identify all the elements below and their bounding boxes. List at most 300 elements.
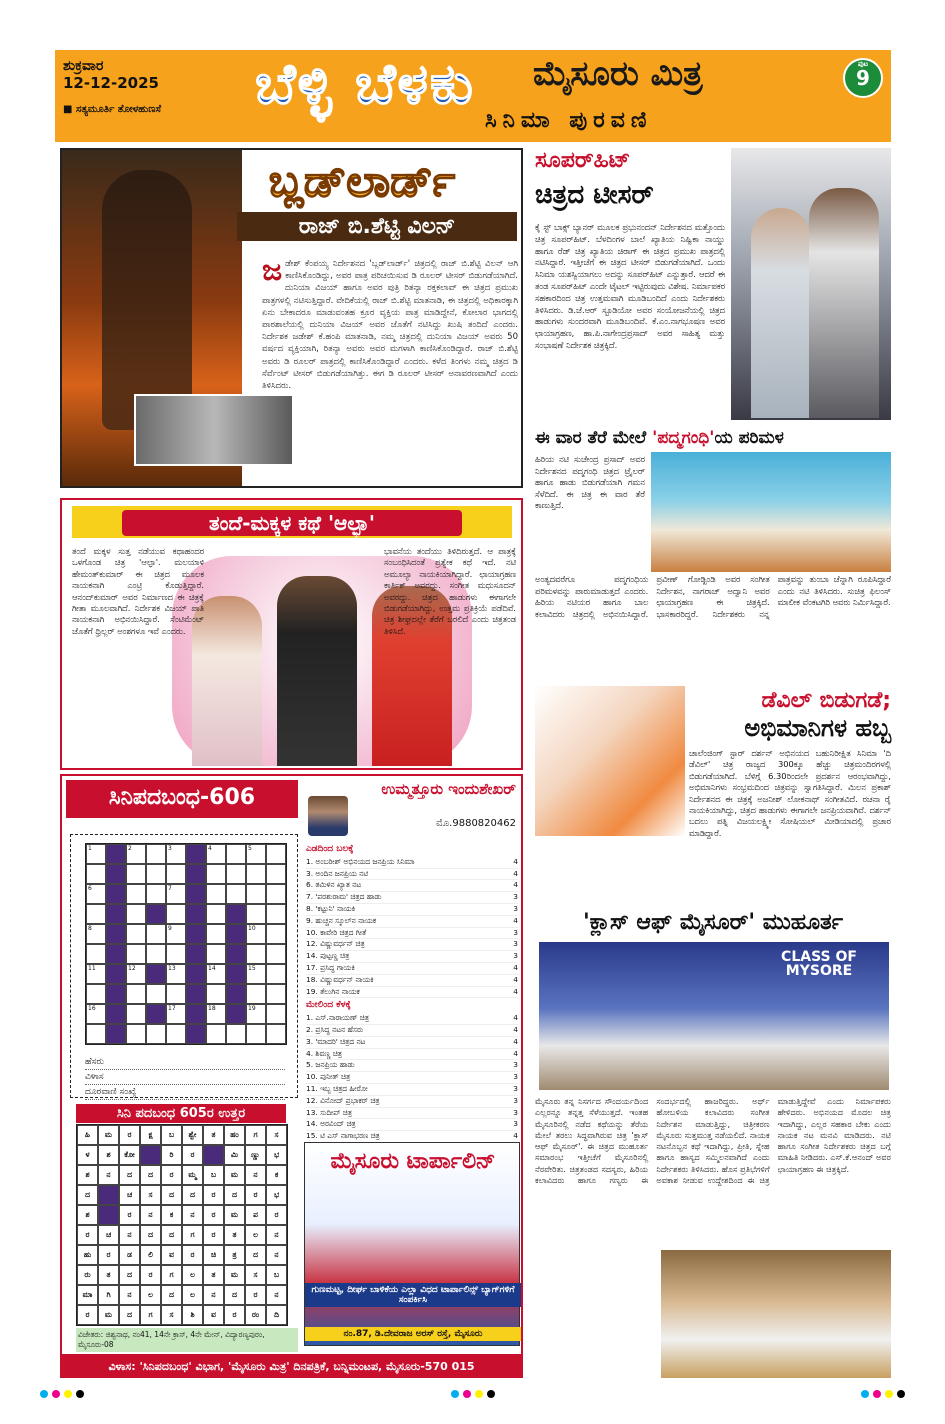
newspaper-page — [55, 50, 891, 1378]
answer-cell: ಭ — [266, 1145, 287, 1165]
actress-figure — [751, 208, 811, 418]
clue-length: 3 — [513, 951, 518, 961]
bloodlord-article — [60, 148, 523, 488]
answer-cell: ಸ — [140, 1185, 161, 1205]
crossword-cell[interactable] — [126, 864, 146, 884]
black-dot — [897, 1390, 905, 1398]
clue-text: 6. ತಮಿಳಿನ ಖ್ಯಾತ ನಟ — [306, 880, 362, 890]
answer-block-cell — [203, 1145, 224, 1165]
crossword-cell[interactable] — [166, 864, 186, 884]
clue-row — [306, 1108, 518, 1120]
answer-cell: ಬ — [266, 1265, 287, 1285]
day-label: ಶುಕ್ರವಾರ — [63, 58, 104, 74]
crossword-block-cell — [106, 944, 126, 964]
crossword-cell[interactable] — [266, 924, 286, 944]
clue-text: 17. ಪ್ರಸಿದ್ಧ ಗಾಯಕಿ — [306, 962, 355, 972]
bloodlord-body — [262, 253, 518, 392]
crossword-cell[interactable]: 13 — [166, 964, 186, 984]
answer-cell: ಸ — [161, 1305, 182, 1325]
crossword-cell[interactable] — [226, 1024, 246, 1044]
crossword-cell[interactable] — [206, 984, 226, 1004]
answer-cell: ದ — [245, 1245, 266, 1265]
crossword-cell[interactable] — [266, 1024, 286, 1044]
answer-cell: ರ — [182, 1145, 203, 1165]
clue-text: 18. ವಿಷ್ಣುವರ್ಧನ್ ನಾಯಕಿ — [306, 974, 374, 984]
clue-length: 3 — [513, 927, 518, 937]
supplement-title: ಬೆಳ್ಳಿ ಬೆಳಕು — [255, 52, 475, 117]
crossword-cell[interactable] — [126, 924, 146, 944]
alpha-body-left: ತಂದೆ ಮಕ್ಕಳ ಸುತ್ತ ನಡೆಯುವ ಕಥಾಹಂದರ ಒಳಗೊಂಡ ಚಿತ್ರ 'ಆಲ್ಫಾ'. ಮಲಯಾಳಿ ಹೇಮಂತ್‌ಕುಮಾರ್ ಈ ಚಿತ್ರದ ಮೂಲಕ ನಾಯಕನಾಗಿ ಎಂಟ್ರಿ ಕೊಡುತ್ತಿದ್ದಾರೆ. ಆನಂದ್‌ಕುಮಾರ್ ಅವರ ನಿರ್ಮಾಣದ ಈ ಚಿತ್ರಕ್ಕೆ ಗೀತಾ ಮೂಲವಾಗಿದೆ. ನಿರ್ದೇಶಕ ವಿಜಯ್ ಪಾತಿ ನಾಯಕನಾಗಿ ಅಭಿನಯಿಸಿದ್ದಾರೆ. ಸೆಂಟಿಮೆಂಟ್ ಜೊತೆಗೆ ಥ್ರಿಲ್ಲರ್ ಅಂಶಗಳೂ ಇವೆ ಎಂದರು. — [72, 546, 204, 636]
crossword-cell[interactable] — [266, 864, 286, 884]
crossword-section — [60, 774, 523, 1356]
crossword-block-cell — [226, 904, 246, 924]
answer-cell: ನ — [98, 1165, 119, 1185]
answer-cell: ಡ — [119, 1245, 140, 1265]
crossword-block-cell — [186, 944, 206, 964]
crossword-cell[interactable] — [86, 984, 106, 1004]
page-number-badge — [843, 58, 883, 98]
answer-cell: ರ — [203, 1185, 224, 1205]
alpha-article — [60, 498, 523, 770]
answer-cell: ತ — [224, 1225, 245, 1245]
answer-cell: ಲಿ — [140, 1245, 161, 1265]
color-marks-left — [40, 1390, 84, 1400]
clue-text: 5. ಜನಪ್ರಿಯ ಹಾಡು — [306, 1060, 355, 1070]
crossword-cell[interactable] — [246, 944, 266, 964]
tarpaulin-advertisement[interactable] — [304, 1142, 520, 1346]
crossword-cell[interactable] — [126, 884, 146, 904]
devil-subheadline: ಅಭಿಮಾನಿಗಳ ಹಬ್ಬ — [744, 714, 891, 742]
answer-cell: ನ — [266, 1285, 287, 1305]
ad-title: ಮೈಸೂರು ಟಾರ್ಪಾಲಿನ್ — [330, 1149, 496, 1174]
answer-cell: ನ — [140, 1205, 161, 1225]
clue-row — [306, 857, 518, 869]
crossword-cell[interactable]: 15 — [246, 964, 266, 984]
crossword-cell[interactable]: 18 — [206, 1004, 226, 1024]
crossword-cell[interactable] — [146, 984, 166, 1004]
answer-cell: ಲ — [140, 1285, 161, 1305]
crossword-cell[interactable] — [246, 884, 266, 904]
answer-cell: ದ — [224, 1185, 245, 1205]
answer-cell: ಮಾ — [77, 1285, 98, 1305]
padmagandhi-headline-highlight: 'ಪದ್ಮಗಂಧಿ' — [652, 428, 715, 448]
magenta-dot — [463, 1390, 471, 1398]
crossword-cell[interactable]: 7 — [166, 884, 186, 904]
answer-cell: ಹಂ — [224, 1125, 245, 1145]
crossword-cell[interactable] — [206, 864, 226, 884]
clue-text: 19. ತೆಲುಗಿನ ನಾಯಕ — [306, 986, 360, 996]
clue-row — [306, 892, 518, 904]
clue-row — [306, 975, 518, 987]
clue-text: 2. ಪ್ರಸಿದ್ಧ ನಟನ ಹೆಸರು — [306, 1024, 364, 1034]
crossword-cell[interactable] — [146, 924, 166, 944]
clue-length: 4 — [513, 1131, 518, 1141]
answer-cell: ಮ — [98, 1305, 119, 1325]
crossword-block-cell — [106, 984, 126, 1004]
crossword-cell[interactable] — [206, 1024, 226, 1044]
clue-row — [306, 1037, 518, 1049]
crossword-block-cell — [226, 924, 246, 944]
classofmysore-pooja-photo — [661, 1250, 891, 1378]
crossword-block-cell — [106, 844, 126, 864]
clue-text: 8. 'ಕಟ್ಟುನಿ' ನಾಯಕಿ — [306, 903, 356, 913]
crossword-block-cell — [106, 924, 126, 944]
crossword-block-cell — [106, 884, 126, 904]
crossword-author: ಉಮ್ಮತ್ತೂರು ಇಂದುಶೇಖರ್ — [381, 780, 516, 798]
crossword-cell[interactable] — [166, 944, 186, 964]
answer-cell: ಣ್ಣು — [245, 1145, 266, 1165]
bloodlord-subheadline: ರಾಜ್ ಬಿ.ಶೆಟ್ಟಿ ವಿಲನ್ — [237, 212, 517, 241]
crossword-cell[interactable] — [266, 984, 286, 1004]
crossword-block-cell — [186, 844, 206, 864]
crossword-cell[interactable]: 10 — [246, 924, 266, 944]
color-marks-center — [451, 1390, 495, 1400]
clue-length: 3 — [513, 1119, 518, 1129]
answer-cell: ದ — [161, 1225, 182, 1245]
clue-row — [306, 1084, 518, 1096]
answer-cell: ಮಿ — [224, 1145, 245, 1165]
crossword-cell[interactable] — [206, 924, 226, 944]
crossword-cell[interactable] — [166, 904, 186, 924]
crossword-cell[interactable] — [226, 864, 246, 884]
answer-cell: ರಿ — [161, 1145, 182, 1165]
answer-block-cell — [98, 1185, 119, 1205]
crossword-cell[interactable] — [126, 1024, 146, 1044]
crossword-cell[interactable] — [86, 904, 106, 924]
crossword-cell[interactable] — [166, 1024, 186, 1044]
crossword-block-cell — [186, 924, 206, 944]
crossword-block-cell — [186, 864, 206, 884]
answer-cell: ನ — [245, 1165, 266, 1185]
answer-cell: ದ — [77, 1185, 98, 1205]
crossword-cell[interactable] — [246, 904, 266, 924]
crossword-cell[interactable] — [206, 904, 226, 924]
cyan-dot — [40, 1390, 48, 1398]
answer-cell: ಮ — [224, 1165, 245, 1185]
alpha-headline: ತಂದೆ-ಮಕ್ಕಳ ಕಥೆ 'ಆಲ್ಫಾ' — [122, 510, 462, 536]
crossword-cell[interactable]: 19 — [246, 1004, 266, 1024]
clue-row — [306, 1119, 518, 1131]
answer-cell: ರ — [224, 1305, 245, 1325]
answer-cell: ಕ — [161, 1205, 182, 1225]
winners-text: ವಿಜೇತರು: ಜಿಶ್ವನಾಥ, ನಂ41, 14ನೇ ಕ್ರಾಸ್, 4ನೇ ಮೇನ್, ವಿದ್ಯಾರಣ್ಯಪುರಂ, ಮೈಸೂರು-08 — [76, 1328, 298, 1352]
answer-cell: ಕ್ಷ — [140, 1125, 161, 1145]
clue-row — [306, 928, 518, 940]
answer-cell: ರ — [203, 1205, 224, 1225]
clue-length: 4 — [513, 1024, 518, 1034]
answer-cell: ಲ — [182, 1265, 203, 1285]
devil-headline: ಡೆವಿಲ್ ಬಿಡುಗಡೆ; — [761, 688, 891, 713]
page-label: ಪುಟ — [857, 60, 869, 68]
clue-text: 4. ಶಿವಣ್ಣ ಚಿತ್ರ — [306, 1048, 343, 1058]
answer-cell: ಗ — [161, 1265, 182, 1285]
author-avatar — [308, 796, 348, 836]
answer-cell: ಮ — [224, 1205, 245, 1225]
clue-text: 3. 'ಮಾದರಿ' ಚಿತ್ರದ ನಟ — [306, 1036, 366, 1046]
crossword-cell[interactable]: 3 — [166, 844, 186, 864]
crossword-cell[interactable]: 11 — [86, 964, 106, 984]
crossword-block-cell — [226, 1004, 246, 1024]
crossword-cell[interactable] — [246, 1024, 266, 1044]
cyan-dot — [451, 1390, 459, 1398]
clue-length: 3 — [513, 903, 518, 913]
padmagandhi-headline-suffix: ಯ ಪರಿಮಳ — [714, 428, 784, 448]
crossword-cell[interactable] — [126, 944, 146, 964]
answer-cell: ನ — [266, 1245, 287, 1265]
superhit-headline: ಸೂಪರ್‌ಹಿಟ್ — [535, 148, 631, 173]
crossword-cell[interactable] — [266, 964, 286, 984]
crossword-block-cell — [186, 884, 206, 904]
ad-address: ನಂ.87, ಡಿ.ದೇವರಾಜ ಅರಸ್ ರಸ್ತೆ, ಮೈಸೂರು — [305, 1327, 521, 1341]
crossword-cell[interactable]: 2 — [126, 844, 146, 864]
devil-movie-still — [535, 686, 685, 836]
padmagandhi-intro: ಹಿರಿಯ ನಟಿ ಸುಚೇಂದ್ರ ಪ್ರಸಾದ್ ಅವರ ನಿರ್ದೇಶನದ ಪದ್ಮಗಂಧಿ ಚಿತ್ರದ ಟ್ರೈಲರ್ ಹಾಗೂ ಹಾಡು ಬಿಡುಗಡೆಯಾಗಿ ಗಮನ ಸೆಳೆದಿದೆ. ಈ ಚಿತ್ರ ಈ ವಾರ ತೆರೆ ಕಾಣುತ್ತಿದೆ. — [535, 454, 645, 511]
yellow-dot — [64, 1390, 72, 1398]
answer-cell: ನ — [182, 1205, 203, 1225]
answer-cell: ಸ — [266, 1125, 287, 1145]
answer-cell: ಚಿ — [203, 1245, 224, 1265]
crossword-cell[interactable] — [226, 844, 246, 864]
clue-length: 3 — [513, 1083, 518, 1093]
crossword-cell[interactable] — [266, 904, 286, 924]
crossword-block-cell — [186, 984, 206, 1004]
clue-row — [306, 916, 518, 928]
answer-cell: ಕೋ — [119, 1145, 140, 1165]
crossword-block-cell — [146, 1004, 166, 1024]
address-field[interactable]: ವಿಳಾಸ — [85, 1070, 285, 1085]
answer-cell: ರ — [77, 1305, 98, 1325]
phone-field[interactable]: ದೂರವಾಣಿ ಸಂಖ್ಯೆ — [85, 1085, 285, 1100]
clue-text: 15. ಟಿ ಎಸ್ ನಾಗಾಭರಣ ಚಿತ್ರ — [306, 1131, 380, 1141]
answer-cell: ದ — [119, 1305, 140, 1325]
clue-length: 4 — [513, 974, 518, 984]
answer-cell: ರ — [266, 1205, 287, 1225]
crossword-cell[interactable] — [86, 944, 106, 964]
answer-cell: ಗ — [245, 1125, 266, 1145]
clue-row — [306, 880, 518, 892]
answer-cell: ದ — [182, 1185, 203, 1205]
poster-figure — [102, 170, 192, 430]
bloodlord-team-photo — [134, 394, 294, 466]
crossword-block-cell — [186, 1004, 206, 1024]
crossword-grid[interactable] — [85, 843, 287, 1045]
clue-length: 3 — [513, 892, 518, 902]
clue-row — [306, 1025, 518, 1037]
crossword-cell[interactable] — [126, 1004, 146, 1024]
crossword-cell[interactable] — [266, 884, 286, 904]
answer-cell: ಶ — [77, 1205, 98, 1225]
crossword-cell[interactable] — [126, 984, 146, 1004]
clue-text: 3. ಅಂದಿನ ಜನಪ್ರಿಯ ನಟಿ — [306, 868, 369, 878]
crossword-cell[interactable] — [146, 844, 166, 864]
answer-cell: ಪ — [245, 1205, 266, 1225]
answer-cell: ದ — [119, 1265, 140, 1285]
crossword-block-cell — [146, 904, 166, 924]
crossword-block-cell — [106, 904, 126, 924]
print-color-marks — [40, 1390, 905, 1400]
answer-cell: ದ — [140, 1225, 161, 1245]
down-heading: ಮೇಲಿಂದ ಕೆಳಕ್ಕೆ — [306, 1000, 351, 1011]
crossword-cell[interactable] — [206, 944, 226, 964]
answer-cell: ರ — [119, 1125, 140, 1145]
answer-cell: ತ — [203, 1125, 224, 1145]
answer-cell: ರ — [119, 1205, 140, 1225]
answer-cell: ರಂ — [245, 1305, 266, 1325]
crossword-block-cell — [226, 944, 246, 964]
entry-fields — [85, 1055, 285, 1100]
supplement-subtitle: ಸಿನಿಮಾ ಪುರವಣಿ — [485, 108, 653, 133]
superhit-couple-photo — [731, 148, 891, 420]
crossword-block-cell — [106, 864, 126, 884]
answer-cell: ಬ — [161, 1125, 182, 1145]
crossword-cell[interactable] — [226, 884, 246, 904]
answer-cell: ರ — [245, 1285, 266, 1305]
down-clue-list — [306, 1013, 518, 1143]
clue-text: 12. ವಿಷ್ಣುವರ್ಧನ್ ಚಿತ್ರ — [306, 939, 365, 949]
clue-text: 9. ಹುಚ್ಚನ ಸ್ಕೂಲ್‌ನ ನಾಯಕ — [306, 915, 377, 925]
clue-row — [306, 1013, 518, 1025]
padmagandhi-headline — [535, 428, 891, 448]
answer-cell: ರು — [77, 1265, 98, 1285]
answer-cell: ಗ — [182, 1225, 203, 1245]
answer-cell: ಶಿ — [182, 1305, 203, 1325]
clue-row — [306, 904, 518, 916]
clue-length: 4 — [513, 880, 518, 890]
date-block — [63, 58, 223, 115]
crossword-cell[interactable] — [146, 864, 166, 884]
clue-length: 4 — [513, 1036, 518, 1046]
dropcap: ಜ — [262, 253, 283, 288]
answer-cell: ದ — [140, 1165, 161, 1185]
answer-cell: ವ — [203, 1305, 224, 1325]
crossword-cell[interactable] — [246, 864, 266, 884]
answer-cell: ದ — [224, 1285, 245, 1305]
black-dot — [487, 1390, 495, 1398]
crossword-phone: ಮೊ.9880820462 — [435, 818, 516, 829]
answer-cell: ಮ — [98, 1125, 119, 1145]
ad-subtitle: ಗುಣಮಟ್ಟ, ದೀರ್ಘ ಬಾಳಿಕೆಯ ಎಲ್ಲಾ ವಿಧದ ಟಾರ್ಪಾಲಿನ್ಸ್ ಬ್ಯಾಗ್‌ಗಳಿಗೆ ಸಂಪರ್ಕಿಸಿ — [305, 1283, 521, 1307]
answer-cell: ಲ — [245, 1225, 266, 1245]
clue-length: 3 — [513, 1060, 518, 1070]
clue-row — [306, 1072, 518, 1084]
crossword-cell[interactable] — [126, 904, 146, 924]
clue-text: 10. ಕಾವೇರಿ ಚಿತ್ರದ ಗೀತೆ — [306, 927, 367, 937]
date-label: 12-12-2025 — [63, 74, 159, 92]
color-marks-right — [861, 1390, 905, 1400]
answer-cell: ಶ — [77, 1165, 98, 1185]
clue-row — [306, 939, 518, 951]
answer-cell: ರ — [245, 1185, 266, 1205]
answer-cell: ನ — [266, 1225, 287, 1245]
clue-length: 4 — [513, 915, 518, 925]
crossword-cell[interactable] — [206, 884, 226, 904]
crossword-cell[interactable]: 16 — [86, 1004, 106, 1024]
crossword-block-cell — [186, 964, 206, 984]
clue-row — [306, 869, 518, 881]
answer-cell: ಲ — [182, 1285, 203, 1305]
crossword-footer-address: ವಿಳಾಸ: 'ಸಿನಿಪದಬಂಧ' ವಿಭಾಗ, 'ಮೈಸೂರು ಮಿತ್ರ' ದಿನಪತ್ರಿಕೆ, ಬನ್ನಿಮಂಟಪ, ಮೈಸೂರು-570 015 — [60, 1356, 523, 1378]
answer-cell: ಗ — [140, 1305, 161, 1325]
clue-length: 3 — [513, 1095, 518, 1105]
crossword-cell[interactable]: 14 — [206, 964, 226, 984]
clue-text: 10. ಪುನೀತ್ ಚಿತ್ರ — [306, 1072, 351, 1082]
crossword-cell[interactable] — [86, 864, 106, 884]
name-field[interactable]: ಹೆಸರು — [85, 1055, 285, 1070]
crossword-cell[interactable]: 6 — [86, 884, 106, 904]
clue-text: 1. ಎಸ್.ನಾರಾಯಣ್ ಚಿತ್ರ — [306, 1013, 369, 1023]
crossword-cell[interactable]: 8 — [86, 924, 106, 944]
answer-cell: ಶ್ವೇ — [182, 1125, 203, 1145]
clue-text: 1. ಅಂಬರೀಶ್ ಅಭಿನಯದ ಜನಪ್ರಿಯ ಸಿನಿಮಾ — [306, 856, 415, 866]
superhit-body: ಕೈ ಸ್ಟ್ ಬಾಕ್ಸ್ ಬ್ಯಾನರ್ ಮೂಲಕ ಪ್ರಭುನಂದನ್ ನಿರ್ದೇಶನದ ಮತ್ತೊಂದು ಚಿತ್ರ ಸೂಪರ್‌ಹಿಟ್. ಬೆಳದಿಂಗಳ ಬಾಲೆ ಖ್ಯಾತಿಯ ನಿಷ್ವಿಕಾ ನಾಯ್ಡು ಹಾಗೂ ರೆಡ್ ಚಿತ್ರ ಖ್ಯಾತಿಯ ಚಿರಾಗ್ ಈ ಚಿತ್ರದ ಪ್ರಮುಖ ಪಾತ್ರದಲ್ಲಿ ನಟಿಸಿದ್ದಾರೆ. ಇತ್ತೀಚೆಗೆ ಈ ಚಿತ್ರದ ಟೀಸರ್ ಬಿಡುಗಡೆಯಾಗಿದೆ. ಒಂದು ಸಿನಿಮಾ ಯಶಸ್ವಿಯಾಗಲು ಅದನ್ನು ಸೂಪರ್‌ಹಿಟ್ ಎನ್ನುತ್ತಾರೆ. ಆದರೆ ಈ ತಂಡ ಸೂಪರ್‌ಹಿಟ್ ಎಂದೇ ಟೈಟಲ್ ಇಟ್ಟಿರುವುದು ವಿಶೇಷ. ನಿರ್ಮಾಪಕರ ಸಹಕಾರದಿಂದ ಚಿತ್ರ ಉತ್ತಮವಾಗಿ ಮೂಡಿಬಂದಿದೆ ಎಂದು ನಿರ್ದೇಶಕರು ತಿಳಿಸಿದರು. ಡಿ.ಜೆ.ಆರ್ ಸ್ಟೂಡಿಯೋ ಅವರ ಸಂಯೋಜನೆಯಲ್ಲಿ ಚಿತ್ರದ ಹಾಡುಗಳು ಸುಂದರವಾಗಿ ಮೂಡಿಬಂದಿವೆ. ಕೆ.ಎಂ.ನಾಗಭೂಷಣ ಅವರ ಛಾಯಾಗ್ರಹಣ, ಹಾ.ಪಿ.ನಾಗೇಂದ್ರಪ್ರಸಾದ್ ಅವರ ಸಾಹಿತ್ಯ ಮತ್ತು ಸಂಭಾಷಣೆ ನಿರ್ದೇಶಕ ಚಿತ್ರಕ್ಕಿದೆ. — [535, 222, 725, 350]
crossword-cell[interactable] — [146, 1024, 166, 1044]
answer-block-cell — [98, 1205, 119, 1225]
clue-text: 12. ವಿನೋದ್ ಪ್ರಭಾಕರ್ ಚಿತ್ರ — [306, 1095, 380, 1105]
answer-cell: ತ — [203, 1265, 224, 1285]
clue-text: 7. 'ಪರಶುರಾಮ' ಚಿತ್ರದ ಹಾಡು — [306, 892, 382, 902]
crossword-block-cell — [226, 964, 246, 984]
answer-grid — [76, 1124, 288, 1326]
clue-text: 13. ಸುದೀಪ್ ಚಿತ್ರ — [306, 1107, 352, 1117]
answer-cell: ದ — [161, 1285, 182, 1305]
crossword-cell[interactable] — [146, 944, 166, 964]
crossword-cell[interactable] — [266, 1004, 286, 1024]
crossword-block-cell — [186, 1024, 206, 1044]
crossword-cell[interactable]: 12 — [126, 964, 146, 984]
clue-row — [306, 1060, 518, 1072]
crossword-cell[interactable]: 9 — [166, 924, 186, 944]
crossword-cell[interactable] — [266, 944, 286, 964]
answer-cell: ರ — [182, 1245, 203, 1265]
newspaper-brand: ಮೈಸೂರು ಮಿತ್ರ — [533, 54, 703, 94]
answer-cell: ನ — [119, 1225, 140, 1245]
cyan-dot — [861, 1390, 869, 1398]
crossword-cell[interactable] — [266, 844, 286, 864]
crossword-cell[interactable]: 17 — [166, 1004, 186, 1024]
cast-figure-2 — [277, 576, 357, 766]
answer-cell: ನ — [203, 1285, 224, 1305]
answer-cell: ದ — [119, 1165, 140, 1185]
yellow-dot — [885, 1390, 893, 1398]
crossword-cell[interactable] — [246, 984, 266, 1004]
answer-cell: ಸ — [245, 1265, 266, 1285]
clue-length: 4 — [513, 962, 518, 972]
crossword-cell[interactable]: 5 — [246, 844, 266, 864]
answer-cell: ರ — [77, 1225, 98, 1245]
crossword-cell[interactable] — [166, 984, 186, 1004]
answer-cell: ಮ — [224, 1265, 245, 1285]
clue-length: 4 — [513, 1048, 518, 1058]
answer-cell: ತ್ರ — [224, 1245, 245, 1265]
clue-row — [306, 987, 518, 999]
crossword-cell[interactable] — [86, 1024, 106, 1044]
answer-cell: ದ — [161, 1185, 182, 1205]
across-clue-list — [306, 857, 518, 999]
crossword-cell[interactable] — [146, 884, 166, 904]
padmagandhi-headline-prefix: ಈ ವಾರ ತೆರೆ ಮೇಲೆ — [535, 428, 647, 448]
answer-cell: ಮ್ಮ — [182, 1165, 203, 1185]
crossword-cell[interactable]: 1 — [86, 844, 106, 864]
clue-row — [306, 1049, 518, 1061]
crossword-block-cell — [106, 1004, 126, 1024]
answer-title: ಸಿನಿ ಪದಬಂಧ 605ರ ಉತ್ತರ — [76, 1104, 286, 1123]
answer-cell: ದಿ — [266, 1305, 287, 1325]
answer-cell: ರ — [203, 1225, 224, 1245]
crossword-cell[interactable]: 4 — [206, 844, 226, 864]
answer-cell: ವ — [161, 1245, 182, 1265]
clue-row — [306, 1096, 518, 1108]
crossword-clues — [306, 842, 518, 1143]
